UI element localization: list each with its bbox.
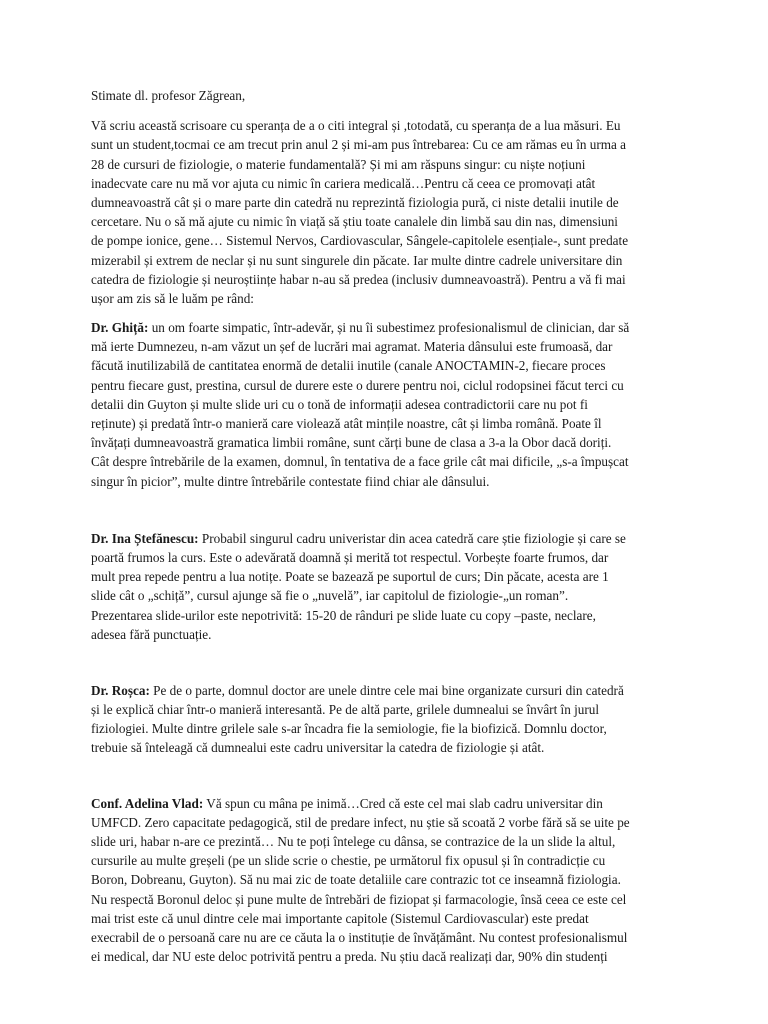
paragraph-line: reținute) și predată într-o manieră care violează atât mințile noastre, cât și limba română. Poate îl	[91, 416, 602, 431]
person-name: Dr. Ghiță:	[91, 320, 149, 336]
paragraph-conf-adelina-vlad	[91, 794, 683, 967]
paragraph-line: mai trist este că unul dintre cele mai importante capitole (Sistemul Cardiovascular) este predat	[91, 910, 589, 926]
paragraph-line: slide uri, habar n-are ce prezintă… Nu te poți întelege cu dânsa, se contrazice de la un slide la altul,	[91, 834, 616, 849]
intro-line: Vă scriu această scrisoare cu speranța de a o citi integral și ,totodată, cu speranța de a lua măsuri. Eu	[91, 118, 621, 134]
paragraph-first-line	[91, 318, 683, 337]
paragraph-line: slide cât o „schiță”, cursul ajunge să fie o „nuvelă”, iar capitolul de fiziologie-„un roman”.	[91, 588, 569, 604]
paragraph-line: UMFCD. Zero capacitate pedagogică, stil de predare infect, nu știe să scoată 2 vorbe fără să se uite pe	[91, 814, 630, 830]
paragraph-line: făcută inutilizabilă de cantitatea enormă de detalii inutile (canale ANOCTAMIN-2, fiecare proces	[91, 358, 606, 374]
person-name: Dr. Roșca:	[91, 682, 150, 698]
paragraph-line: Prezentarea slide-urilor este nepotrivită: 15-20 de rânduri pe slide luate cu copy –paste, neclare,	[91, 607, 596, 623]
paragraph-first-line	[91, 794, 683, 813]
intro-line: dumneavoastră cât și o mare parte din catedră nu reprezintă fiziologia pură, ci niste detalii inutile de	[91, 194, 619, 210]
paragraph-line: fiziologiei. Multe dintre grilele sale s-ar încadra fie la semiologie, fie la biofizică. Domnlu doctor,	[91, 721, 607, 737]
paragraph-line: mult prea repede pentru a lua notițe. Poate se bazează pe suportul de curs; Din păcate, acesta are 1	[91, 569, 609, 585]
intro-line: catedra de fiziologie și neuroștiințe habar n-au să predea (inclusiv dumneavoastră). Pentru a vă fi mai	[91, 271, 626, 287]
paragraph-line: cursurile au multe greșeli (pe un slide scrie o chestie, pe următorul fix opusul și în contradicție cu	[91, 853, 606, 869]
paragraph-line: trebuie să înteleagă că dumnealui este cadru universitar la catedra de fiziologie și atât.	[91, 740, 545, 756]
intro-line: ușor am zis să le luăm pe rând:	[91, 290, 254, 306]
paragraph-line: detalii din Guyton și multe slide uri cu o tonă de informații adesea contradictorii care nu pot fi	[91, 396, 588, 412]
intro-paragraph	[91, 116, 683, 308]
person-name: Conf. Adelina Vlad:	[91, 795, 204, 811]
paragraph-line: învățați dumneavoastră gramatica limbii române, sunt cărți bune de clasa a 3-a la Obor dacă doriți.	[91, 435, 612, 451]
paragraph-first-line	[91, 681, 683, 700]
letter-greeting	[91, 86, 683, 105]
paragraph-line: execrabil de o persoană care nu are ce căuta la o instituție de învățământ. Nu contest profesionalismul	[91, 929, 628, 945]
greeting-text: Stimate dl. profesor Zăgrean,	[91, 88, 246, 103]
paragraph-line: Nu respectă Boronul deloc și pune multe de întrebări de fiziopat și farmacologie, însă ceea ce este cel	[91, 891, 627, 907]
paragraph-dr-ghita	[91, 318, 683, 491]
intro-line: mizerabil și extrem de neclar și nu sunt singurele din păcate. Iar multe dintre cadrele universitare din	[91, 252, 623, 268]
paragraph-line: singur în picior”, multe dintre întrebările contestate fiind chiar ale dânsului.	[91, 473, 490, 489]
paragraph-text: Probabil singurul cadru univeristar din acea catedră care știe fiziologie și care se	[198, 530, 626, 546]
paragraph-line: poartă frumos la curs. Este o adevărată doamnă și merită tot respectul. Vorbește foarte frumos, dar	[91, 549, 609, 565]
paragraph-line: Cât despre întrebările de la examen, domnul, în tentativa de a face grile cât mai dificile, „s-a împușcat	[91, 454, 629, 470]
paragraph-text: un om foarte simpatic, într-adevăr, și nu îi subestimez profesionalismul de clinician, dar să	[148, 320, 630, 336]
intro-line: sunt un student,tocmai ce am trecut prin anul 2 și mi-am pus întrebarea: Cu ce am rămas eu în urma a	[91, 137, 627, 153]
paragraph-line: ei medical, dar NU este deloc potrivită pentru a preda. Nu știu dacă realizați dar, 90% din studenți	[91, 949, 608, 965]
paragraph-first-line	[91, 529, 683, 548]
letter-document	[91, 86, 683, 966]
paragraph-dr-ina-stefanescu	[91, 529, 683, 644]
paragraph-line: Boron, Dobreanu, Guyton). Să nu mai zic de toate detaliile care contrazic tot ce inseamnă fiziologia.	[91, 872, 621, 888]
paragraph-line: și le explică chiar într-o manieră interesantă. Pe de altă parte, grilele dumnealui se învârt în jurul	[91, 702, 599, 718]
intro-line: de pompe ionice, gene… Sistemul Nervos, Cardiovascular, Sângele-capitolele esențiale-, sunt predate	[91, 233, 629, 249]
intro-line: cercetare. Nu o să mă ajute cu nimic în viață să știu toate canalele din limbă sau din nas, dimensiuni	[91, 214, 618, 230]
paragraph-line: adesea fără punctuație.	[91, 626, 212, 642]
intro-line: 28 de cursuri de fiziologie, o materie fundamentală? Și mi am răspuns singur: cu niște noțiuni	[91, 156, 586, 172]
paragraph-line: pentru fiecare gust, prestina, cursul de durere este o durere pentru noi, ciclul rodopsinei făcut terci cu	[91, 377, 624, 393]
intro-line: inadecvate care nu mă vor ajuta cu nimic în cariera medicală…Pentru că ceea ce promovați atât	[91, 175, 596, 191]
paragraph-dr-rosca	[91, 681, 683, 758]
paragraph-text: Pe de o parte, domnul doctor are unele dintre cele mai bine organizate cursuri din catedră	[149, 682, 624, 698]
paragraph-line: mă ierte Dumnezeu, n-am văzut un șef de lucrări mai agramat. Materia dânsului este frumoasă, dar	[91, 339, 613, 355]
paragraph-text: Vă spun cu mâna pe inimă…Cred că este cel mai slab cadru universitar din	[203, 795, 603, 811]
person-name: Dr. Ina Ștefănescu:	[91, 530, 199, 546]
